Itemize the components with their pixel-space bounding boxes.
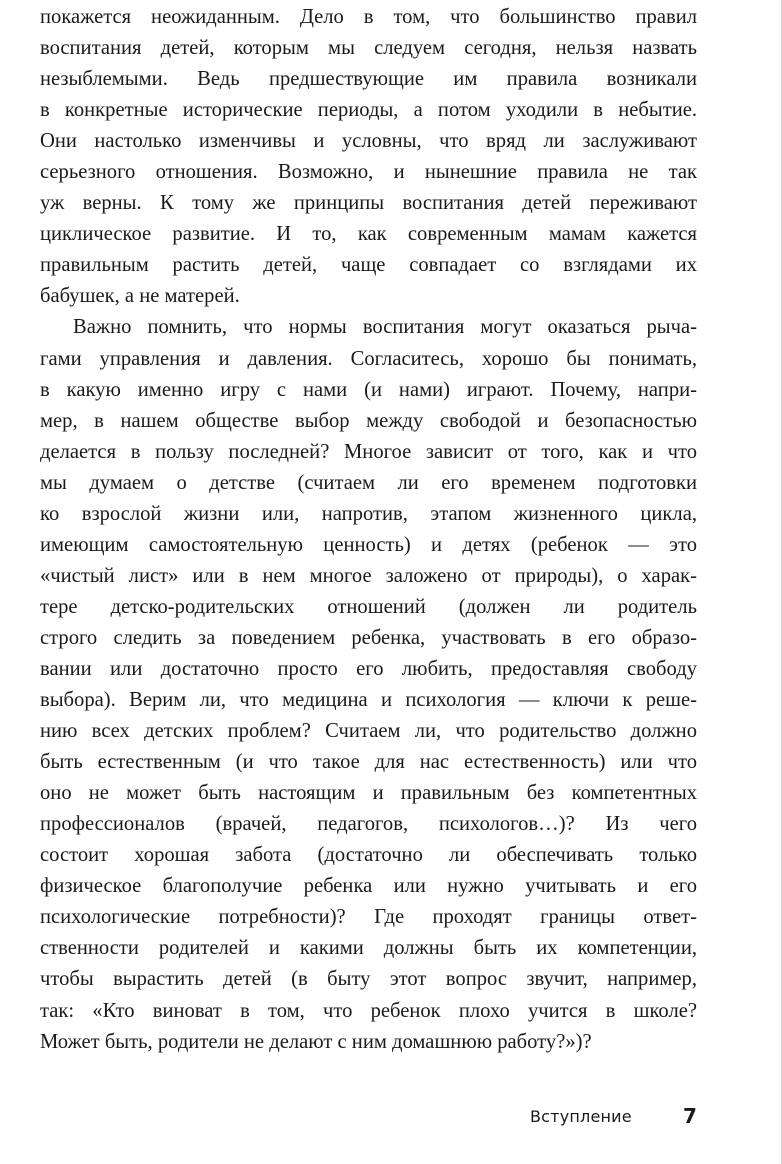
text-line: незыблемыми. Ведь предшествующие им правила возникали <box>40 68 697 91</box>
text-line: уж верны. К тому же принципы воспитания детей переживают <box>40 192 697 215</box>
body-text <box>40 2 697 1058</box>
text-line: воспитания детей, которым мы следуем сегодня, нельзя назвать <box>40 37 697 60</box>
text-line: оно не может быть настоящим и правильным без компетентных <box>40 782 697 805</box>
text-line: чтобы вырастить детей (в быту этот вопрос звучит, например, <box>40 968 697 991</box>
text-line: делается в пользу последней? Многое зависит от того, как и что <box>40 440 697 463</box>
text-line: мы думаем о детстве (считаем ли его временем подготовки <box>40 471 697 494</box>
text-line: физическое благополучие ребенка или нужно учитывать и его <box>40 875 697 898</box>
text-line: ко взрослой жизни или, напротив, этапом жизненного цикла, <box>40 502 697 525</box>
text-line: циклическое развитие. И то, как современным мамам кажется <box>40 223 697 246</box>
text-line: строго следить за поведением ребенка, участвовать в его образо- <box>40 626 697 649</box>
text-line: состоит хорошая забота (достаточно ли обеспечивать только <box>40 844 697 867</box>
text-line: мер, в нашем обществе выбор между свободой и безопасностью <box>40 409 697 432</box>
text-line: психологические потребности)? Где проходят границы ответ- <box>40 906 697 929</box>
text-line: гами управления и давления. Согласитесь, хорошо бы понимать, <box>40 347 697 370</box>
text-line: нию всех детских проблем? Считаем ли, что родительство должно <box>40 720 697 743</box>
text-line: в какую именно игру с нами (и нами) играют. Почему, напри- <box>40 378 697 401</box>
text-line: Они настолько изменчивы и условны, что вряд ли заслуживают <box>40 130 697 153</box>
text-line: серьезного отношения. Возможно, и нынешние правила не так <box>40 161 697 184</box>
text-line: Может быть, родители не делают с ним домашнюю работу?»)? <box>40 1030 592 1053</box>
text-line: профессионалов (врачей, педагогов, психологов…)? Из чего <box>40 813 697 836</box>
running-head: Вступление <box>530 1107 632 1126</box>
text-line: имеющим самостоятельную ценность) и детях (ребенок — это <box>40 533 697 556</box>
page-number: 7 <box>683 1104 697 1128</box>
text-line: тере детско-родительских отношений (должен ли родитель <box>40 595 697 618</box>
text-line: Важно помнить, что нормы воспитания могут оказаться рыча- <box>73 316 697 339</box>
text-line: вании или достаточно просто его любить, предоставляя свободу <box>40 657 697 680</box>
text-line: выбора). Верим ли, что медицина и психология — ключи к реше- <box>40 689 697 712</box>
paragraph <box>40 312 697 1057</box>
text-line: правильным растить детей, чаще совпадает со взглядами их <box>40 254 697 277</box>
text-line: в конкретные исторические периоды, а потом уходили в небытие. <box>40 99 697 122</box>
text-line: покажется неожиданным. Дело в том, что большинство правил <box>40 6 697 28</box>
text-line: быть естественным (и что такое для нас естественность) или что <box>40 751 697 774</box>
text-line: ственности родителей и какими должны быть их компетенции, <box>40 937 697 960</box>
text-line: бабушек, а не матерей. <box>40 285 240 308</box>
page-footer <box>0 1104 782 1134</box>
text-line: так: «Кто виноват в том, что ребенок плохо учится в школе? <box>40 999 697 1022</box>
text-line: «чистый лист» или в нем многое заложено от природы), о харак- <box>40 564 697 587</box>
paragraph <box>40 2 697 312</box>
